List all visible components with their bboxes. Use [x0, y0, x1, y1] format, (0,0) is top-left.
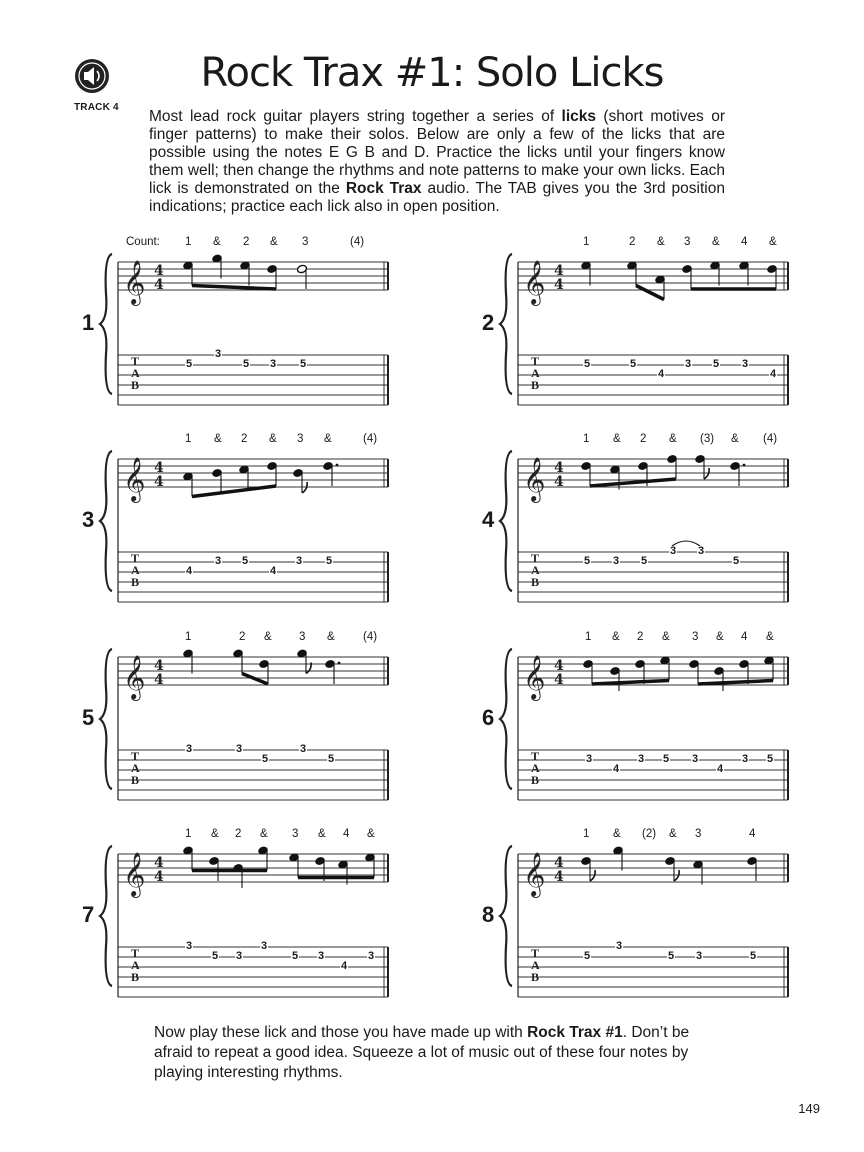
count-row [90, 236, 390, 250]
notation-staff [90, 635, 390, 815]
tab-number: 5 [713, 358, 720, 370]
tab-number: 4 [770, 368, 777, 380]
count-label: & [669, 433, 677, 445]
count-label: 3 [297, 433, 304, 445]
tab-letter: T [131, 551, 140, 565]
lick-number: 7 [82, 902, 95, 927]
count-label: 3 [692, 631, 699, 643]
count-row [490, 828, 790, 842]
tab-letter: B [131, 575, 140, 589]
track-label: TRACK 4 [74, 102, 119, 113]
count-label: 2 [243, 236, 250, 248]
tab-number: 5 [630, 358, 637, 370]
tab-number: 3 [742, 753, 749, 765]
tab-letter: T [531, 551, 540, 565]
tab-letter: A [131, 366, 140, 380]
count-label: 4 [343, 828, 350, 840]
tab-number: 3 [685, 358, 692, 370]
lick-number: 2 [482, 310, 495, 335]
count-label: & [712, 236, 720, 248]
count-label: (4) [363, 433, 378, 445]
tab-number: 5 [584, 358, 591, 370]
tab-number: 3 [586, 753, 593, 765]
count-label: & [327, 631, 335, 643]
lick-number: 4 [482, 507, 495, 532]
count-label: & [716, 631, 724, 643]
lick-number: 8 [482, 902, 495, 927]
count-label: 2 [629, 236, 636, 248]
count-label: & [213, 236, 221, 248]
tab-number: 3 [236, 743, 243, 755]
tab-number: 5 [212, 950, 219, 962]
tab-number: 3 [368, 950, 375, 962]
time-signature-bottom: 4 [554, 474, 564, 490]
count-label: & [324, 433, 332, 445]
count-label: & [260, 828, 268, 840]
notation-staff [90, 437, 390, 617]
tab-letter: A [531, 366, 540, 380]
tab-letter: B [131, 378, 140, 392]
time-signature-bottom: 4 [154, 672, 164, 688]
tab-number: 3 [300, 743, 307, 755]
tab-number: 5 [242, 555, 249, 567]
tab-letter: B [531, 970, 540, 984]
tab-letter: A [531, 761, 540, 775]
tab-letter: T [531, 354, 540, 368]
tab-number: 3 [296, 555, 303, 567]
page-title: Rock Trax #1: Solo Licks [200, 50, 664, 96]
treble-clef-icon: 𝄞 [123, 655, 146, 699]
count-label: 1 [583, 236, 590, 248]
count-label: & [211, 828, 219, 840]
time-signature-bottom: 4 [154, 869, 164, 885]
tab-number: 5 [668, 950, 675, 962]
time-signature-top: 4 [554, 460, 564, 476]
count-label: 1 [583, 828, 590, 840]
count-row [490, 236, 790, 250]
treble-clef-icon: 𝄞 [123, 457, 146, 501]
lick-1 [82, 236, 390, 420]
tab-letter: A [131, 761, 140, 775]
lick-number: 1 [82, 310, 95, 335]
tab-number: 3 [186, 743, 193, 755]
tab-letter: T [131, 749, 140, 763]
count-label: 4 [749, 828, 756, 840]
lick-number: 6 [482, 705, 495, 730]
tab-letter: B [531, 575, 540, 589]
tab-number: 3 [742, 358, 749, 370]
time-signature-bottom: 4 [154, 277, 164, 293]
count-label: & [214, 433, 222, 445]
lick-5 [82, 631, 390, 815]
count-label: 2 [239, 631, 246, 643]
count-row [90, 828, 390, 842]
treble-clef-icon: 𝄞 [523, 260, 546, 304]
time-signature-bottom: 4 [554, 672, 564, 688]
tab-number: 5 [243, 358, 250, 370]
treble-clef-icon: 𝄞 [523, 655, 546, 699]
count-label: & [318, 828, 326, 840]
count-label: & [612, 631, 620, 643]
treble-clef-icon: 𝄞 [523, 457, 546, 501]
lick-number: 5 [82, 705, 95, 730]
tab-number: 5 [767, 753, 774, 765]
tab-number: 3 [318, 950, 325, 962]
tab-number: 3 [236, 950, 243, 962]
notation-staff [490, 437, 790, 617]
tab-letter: A [131, 958, 140, 972]
tab-letter: T [531, 749, 540, 763]
tab-number: 4 [717, 763, 724, 775]
tab-number: 3 [261, 940, 268, 952]
count-label: & [269, 433, 277, 445]
outro-paragraph: Now play these lick and those you have made up with Rock Trax #1. Don’t be afraid to repeat a good idea. Squeeze a lot of music out of these four notes by playing interesting rhythms. [154, 1024, 690, 1081]
count-label: & [769, 236, 777, 248]
tab-letter: T [131, 354, 140, 368]
time-signature-top: 4 [154, 263, 164, 279]
tab-letter: B [531, 773, 540, 787]
tab-number: 5 [641, 555, 648, 567]
count-label: 3 [695, 828, 702, 840]
tab-number: 5 [328, 753, 335, 765]
count-row [90, 631, 390, 645]
tab-letter: A [531, 563, 540, 577]
time-signature-top: 4 [154, 460, 164, 476]
time-signature-top: 4 [554, 263, 564, 279]
count-label: (4) [350, 236, 365, 248]
lick-6 [482, 631, 790, 815]
tab-number: 5 [186, 358, 193, 370]
count-label: (3) [700, 433, 715, 445]
count-label: 1 [583, 433, 590, 445]
notation-staff [490, 635, 790, 815]
tab-number: 3 [670, 545, 677, 557]
tab-letter: T [131, 946, 140, 960]
lick-7 [82, 828, 390, 1012]
notation-staff [490, 832, 790, 1012]
count-label: 1 [585, 631, 592, 643]
tab-letter: B [131, 970, 140, 984]
count-label: & [657, 236, 665, 248]
tab-letter: B [131, 773, 140, 787]
lick-4 [482, 433, 790, 617]
count-label: & [613, 433, 621, 445]
tab-number: 5 [663, 753, 670, 765]
tab-letter: T [531, 946, 540, 960]
intro-paragraph: Most lead rock guitar players string together a series of licks (short motives or finger patterns) to make their solos. Below are only a few of the licks that are possible using the notes E G B and D. Practice the licks until your fingers know them well; then change the rhythms and note patterns to make your own licks. Each lick is demonstrated on the Rock Trax audio. The TAB gives you the 3rd position indications; practice each lick also in open position. [149, 108, 725, 215]
count-label: & [270, 236, 278, 248]
tab-number: 3 [616, 940, 623, 952]
count-label: 2 [241, 433, 248, 445]
tab-letter: A [531, 958, 540, 972]
count-label: 3 [684, 236, 691, 248]
tab-number: 5 [262, 753, 269, 765]
time-signature-top: 4 [554, 658, 564, 674]
notation-staff [90, 832, 390, 1012]
time-signature-bottom: 4 [554, 869, 564, 885]
treble-clef-icon: 𝄞 [123, 260, 146, 304]
treble-clef-icon: 𝄞 [123, 852, 146, 896]
count-label: (2) [642, 828, 657, 840]
tab-number: 5 [300, 358, 307, 370]
time-signature-bottom: 4 [154, 474, 164, 490]
count-label: 1 [185, 433, 192, 445]
count-label: 4 [741, 236, 748, 248]
tab-letter: B [531, 378, 540, 392]
lick-number: 3 [82, 507, 95, 532]
tab-number: 4 [613, 763, 620, 775]
time-signature-bottom: 4 [554, 277, 564, 293]
count-row [490, 631, 790, 645]
tab-number: 5 [750, 950, 757, 962]
tab-number: 3 [638, 753, 645, 765]
count-label: 2 [235, 828, 242, 840]
count-label: & [613, 828, 621, 840]
tab-number: 5 [292, 950, 299, 962]
tab-number: 5 [326, 555, 333, 567]
tab-number: 3 [692, 753, 699, 765]
tab-number: 3 [613, 555, 620, 567]
time-signature-top: 4 [554, 855, 564, 871]
count-row [90, 433, 390, 447]
count-label: & [766, 631, 774, 643]
tab-number: 5 [584, 950, 591, 962]
count-label: & [264, 631, 272, 643]
tab-number: 5 [733, 555, 740, 567]
count-label: 2 [640, 433, 647, 445]
count-label: 1 [185, 236, 192, 248]
lick-2 [482, 236, 790, 420]
count-label: (4) [363, 631, 378, 643]
count-label: & [367, 828, 375, 840]
tab-number: 4 [186, 565, 193, 577]
count-row [490, 433, 790, 447]
page-number: 149 [798, 1101, 820, 1116]
treble-clef-icon: 𝄞 [523, 852, 546, 896]
count-label: 1 [185, 828, 192, 840]
time-signature-top: 4 [154, 855, 164, 871]
tab-number: 3 [698, 545, 705, 557]
tab-number: 3 [270, 358, 277, 370]
tab-number: 4 [270, 565, 277, 577]
lick-8 [482, 828, 790, 1012]
tab-letter: A [131, 563, 140, 577]
count-label: 3 [299, 631, 306, 643]
lick-3 [82, 433, 390, 617]
notation-staff [490, 240, 790, 420]
tab-number: 3 [696, 950, 703, 962]
count-label: & [662, 631, 670, 643]
time-signature-top: 4 [154, 658, 164, 674]
count-prefix: Count: [126, 236, 160, 248]
count-label: 4 [741, 631, 748, 643]
notation-staff [90, 240, 390, 420]
count-label: (4) [763, 433, 778, 445]
count-label: 3 [292, 828, 299, 840]
tab-number: 3 [215, 348, 222, 360]
tab-number: 3 [186, 940, 193, 952]
count-label: & [669, 828, 677, 840]
count-label: 3 [302, 236, 309, 248]
tab-number: 4 [341, 960, 348, 972]
count-label: 1 [185, 631, 192, 643]
tab-number: 5 [584, 555, 591, 567]
tab-number: 4 [658, 368, 665, 380]
count-label: & [731, 433, 739, 445]
count-label: 2 [637, 631, 644, 643]
tab-number: 3 [215, 555, 222, 567]
